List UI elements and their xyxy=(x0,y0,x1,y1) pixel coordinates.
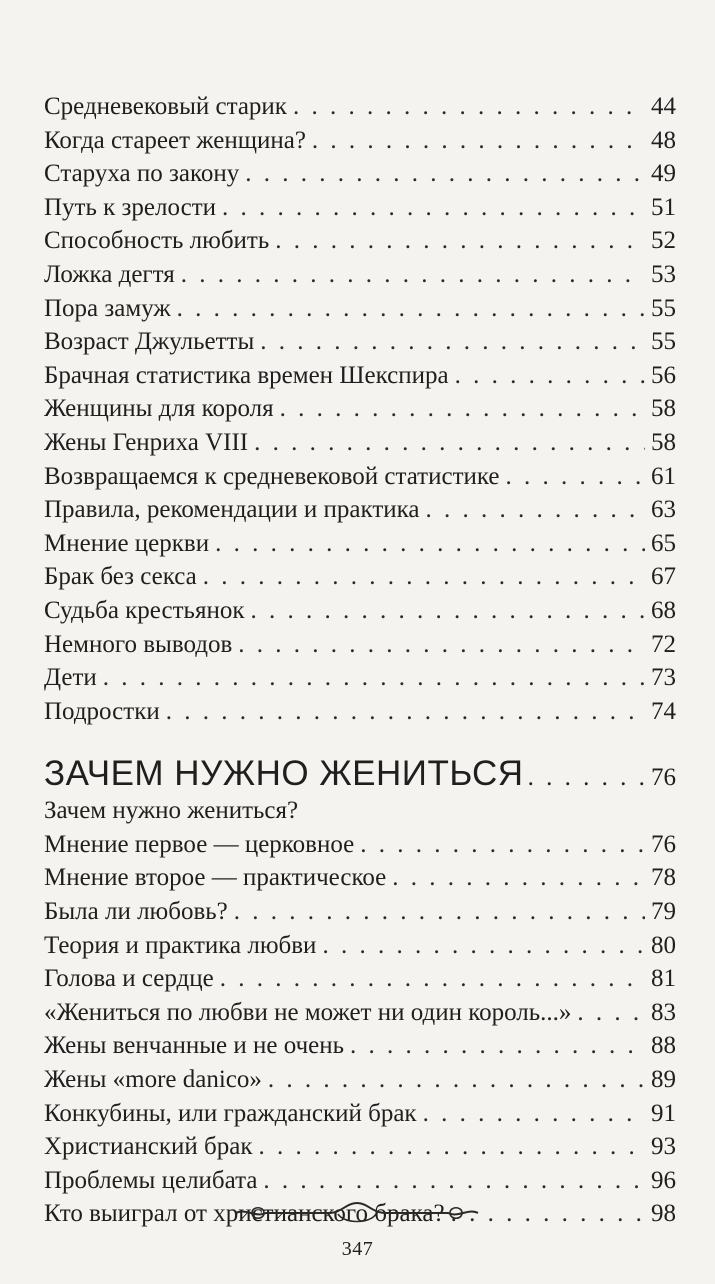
toc-entry xyxy=(44,1097,676,1131)
toc-entry-title: Конкубины, или гражданский брак xyxy=(44,1099,417,1127)
toc-entry-title: Правила, рекомендации и практика xyxy=(44,496,420,524)
toc-entry-page: 61 xyxy=(651,462,676,490)
toc-entry-title: Возвращаемся к средневековой статистике xyxy=(44,462,500,490)
toc-entry xyxy=(44,157,676,191)
toc-list-section xyxy=(44,828,676,1231)
toc-entry-title: Жены «more danico» xyxy=(44,1066,262,1094)
toc-entry-page: 48 xyxy=(651,126,676,154)
toc-entry xyxy=(44,1164,676,1198)
toc-entry xyxy=(44,962,676,996)
toc-entry xyxy=(44,861,676,895)
toc-entry-page: 89 xyxy=(651,1066,676,1094)
toc-leader-dots xyxy=(103,661,645,695)
toc-entry-title: Дети xyxy=(44,664,97,692)
toc-entry-page: 51 xyxy=(651,193,676,221)
toc-leader-dots xyxy=(392,861,645,895)
toc-entry-page: 63 xyxy=(651,496,676,524)
toc-leader-dots xyxy=(250,594,645,628)
toc-entry-page: 98 xyxy=(651,1200,676,1228)
toc-entry-page: 80 xyxy=(651,931,676,959)
toc-entry-title: Ложка дегтя xyxy=(44,260,175,288)
toc-entry-title: Христианский брак xyxy=(44,1133,253,1161)
toc-entry-page: 78 xyxy=(651,864,676,892)
toc-entry-title: Была ли любовь? xyxy=(44,898,228,926)
toc-entry-page: 73 xyxy=(651,664,676,692)
toc-leader-dots xyxy=(259,1130,645,1164)
page-number: 347 xyxy=(341,1238,374,1260)
toc-leader-dots xyxy=(426,493,646,527)
toc-entry-page: 56 xyxy=(651,361,676,389)
toc-entry-page: 65 xyxy=(651,529,676,557)
toc-entry xyxy=(44,124,676,158)
toc-entry-title: Проблемы целибата xyxy=(44,1166,258,1194)
section-subheading: Зачем нужно жениться? xyxy=(44,797,299,825)
toc-entry xyxy=(44,594,676,628)
toc-entry-title: Подростки xyxy=(44,697,160,725)
toc-entry-page: 67 xyxy=(651,563,676,591)
toc-entry-title: Когда стареет женщина? xyxy=(44,126,306,154)
toc-entry xyxy=(44,1130,676,1164)
toc-entry xyxy=(44,493,676,527)
toc-leader-dots xyxy=(177,292,645,326)
section-leader-dots xyxy=(528,764,647,792)
toc-entry-page: 91 xyxy=(651,1099,676,1127)
toc-leader-dots xyxy=(275,224,645,258)
table-of-contents xyxy=(44,90,676,1231)
toc-leader-dots xyxy=(254,426,645,460)
toc-leader-dots xyxy=(238,628,645,662)
toc-entry xyxy=(44,527,676,561)
toc-entry-title: Кто выиграл от христианского брака? xyxy=(44,1200,445,1228)
toc-leader-dots xyxy=(350,1029,645,1063)
toc-entry-page: 83 xyxy=(651,998,676,1026)
section-page-number: 76 xyxy=(651,764,676,792)
toc-entry-page: 93 xyxy=(651,1133,676,1161)
toc-entry-title: Немного выводов xyxy=(44,630,233,658)
toc-leader-dots xyxy=(215,527,645,561)
toc-leader-dots xyxy=(423,1097,645,1131)
toc-entry-page: 58 xyxy=(651,395,676,423)
toc-entry xyxy=(44,695,676,729)
toc-leader-dots xyxy=(280,392,645,426)
toc-entry-page: 68 xyxy=(651,596,676,624)
toc-entry xyxy=(44,392,676,426)
toc-entry-title: Средневековый старик xyxy=(44,93,287,120)
ornament-divider xyxy=(232,1196,482,1230)
toc-entry-page: 52 xyxy=(651,227,676,255)
toc-entry-title: Судьба крестьянок xyxy=(44,596,245,624)
toc-entry xyxy=(44,325,676,359)
toc-leader-dots xyxy=(181,258,645,292)
toc-entry xyxy=(44,661,676,695)
toc-entry-title: Теория и практика любви xyxy=(44,931,317,959)
toc-entry-title: Голова и сердце xyxy=(44,965,214,993)
toc-leader-dots xyxy=(455,359,645,393)
toc-leader-dots xyxy=(220,962,645,996)
toc-entry-title: Жены Генриха VIII xyxy=(44,428,249,456)
toc-entry-page: 88 xyxy=(651,1032,676,1060)
toc-leader-dots xyxy=(268,1063,645,1097)
toc-entry xyxy=(44,895,676,929)
toc-entry xyxy=(44,1063,676,1097)
toc-entry xyxy=(44,258,676,292)
toc-entry xyxy=(44,628,676,662)
toc-entry xyxy=(44,359,676,393)
toc-entry-title: Мнение церкви xyxy=(44,529,210,557)
section-heading-row xyxy=(44,754,676,794)
toc-entry-title: Старуха по закону xyxy=(44,160,240,188)
toc-entry xyxy=(44,560,676,594)
toc-list-top xyxy=(44,90,676,728)
toc-entry-title: Возраст Джульетты xyxy=(44,328,255,356)
toc-leader-dots xyxy=(222,191,645,225)
toc-entry xyxy=(44,828,676,862)
toc-leader-dots xyxy=(312,124,645,158)
section-title: ЗАЧЕМ НУЖНО ЖЕНИТЬСЯ xyxy=(44,754,524,794)
toc-leader-dots xyxy=(166,695,645,729)
toc-entry-page: 44 xyxy=(651,93,676,120)
toc-entry xyxy=(44,996,676,1030)
toc-entry-page: 96 xyxy=(651,1166,676,1194)
toc-entry xyxy=(44,90,676,124)
toc-leader-dots xyxy=(263,1164,645,1198)
toc-entry-page: 74 xyxy=(651,697,676,725)
toc-entry-page: 49 xyxy=(651,160,676,188)
toc-entry xyxy=(44,292,676,326)
toc-leader-dots xyxy=(203,560,645,594)
toc-entry-title: Путь к зрелости xyxy=(44,193,216,221)
toc-entry xyxy=(44,426,676,460)
toc-leader-dots xyxy=(260,325,645,359)
toc-leader-dots xyxy=(360,828,645,862)
toc-leader-dots xyxy=(322,929,645,963)
toc-entry-title: Способность любить xyxy=(44,227,270,255)
toc-entry-title: «Жениться по любви не может ни один король...» xyxy=(44,998,572,1026)
toc-entry-title: Женщины для короля xyxy=(44,395,274,423)
toc-entry-title: Пора замуж xyxy=(44,294,171,322)
toc-leader-dots xyxy=(506,460,645,494)
toc-entry-title: Мнение первое — церковное xyxy=(44,830,355,858)
toc-leader-dots xyxy=(234,895,645,929)
toc-entry-page: 79 xyxy=(651,898,676,926)
toc-entry xyxy=(44,224,676,258)
toc-entry-page: 55 xyxy=(651,294,676,322)
toc-entry-title: Жены венчанные и не очень xyxy=(44,1032,345,1060)
toc-entry-page: 58 xyxy=(651,428,676,456)
toc-leader-dots xyxy=(577,996,645,1030)
section-spacer xyxy=(44,728,676,754)
toc-entry-title: Брак без секса xyxy=(44,563,197,591)
toc-entry-page: 72 xyxy=(651,630,676,658)
toc-leader-dots xyxy=(293,90,645,124)
toc-entry-page: 81 xyxy=(651,965,676,993)
toc-entry xyxy=(44,1029,676,1063)
toc-leader-dots xyxy=(245,157,645,191)
toc-entry-title: Мнение второе — практическое xyxy=(44,864,387,892)
toc-entry xyxy=(44,191,676,225)
toc-entry-page: 55 xyxy=(651,328,676,356)
toc-entry-page: 76 xyxy=(651,830,676,858)
toc-entry xyxy=(44,929,676,963)
toc-entry-page: 53 xyxy=(651,260,676,288)
toc-entry-title: Брачная статистика времен Шекспира xyxy=(44,361,449,389)
toc-entry xyxy=(44,460,676,494)
